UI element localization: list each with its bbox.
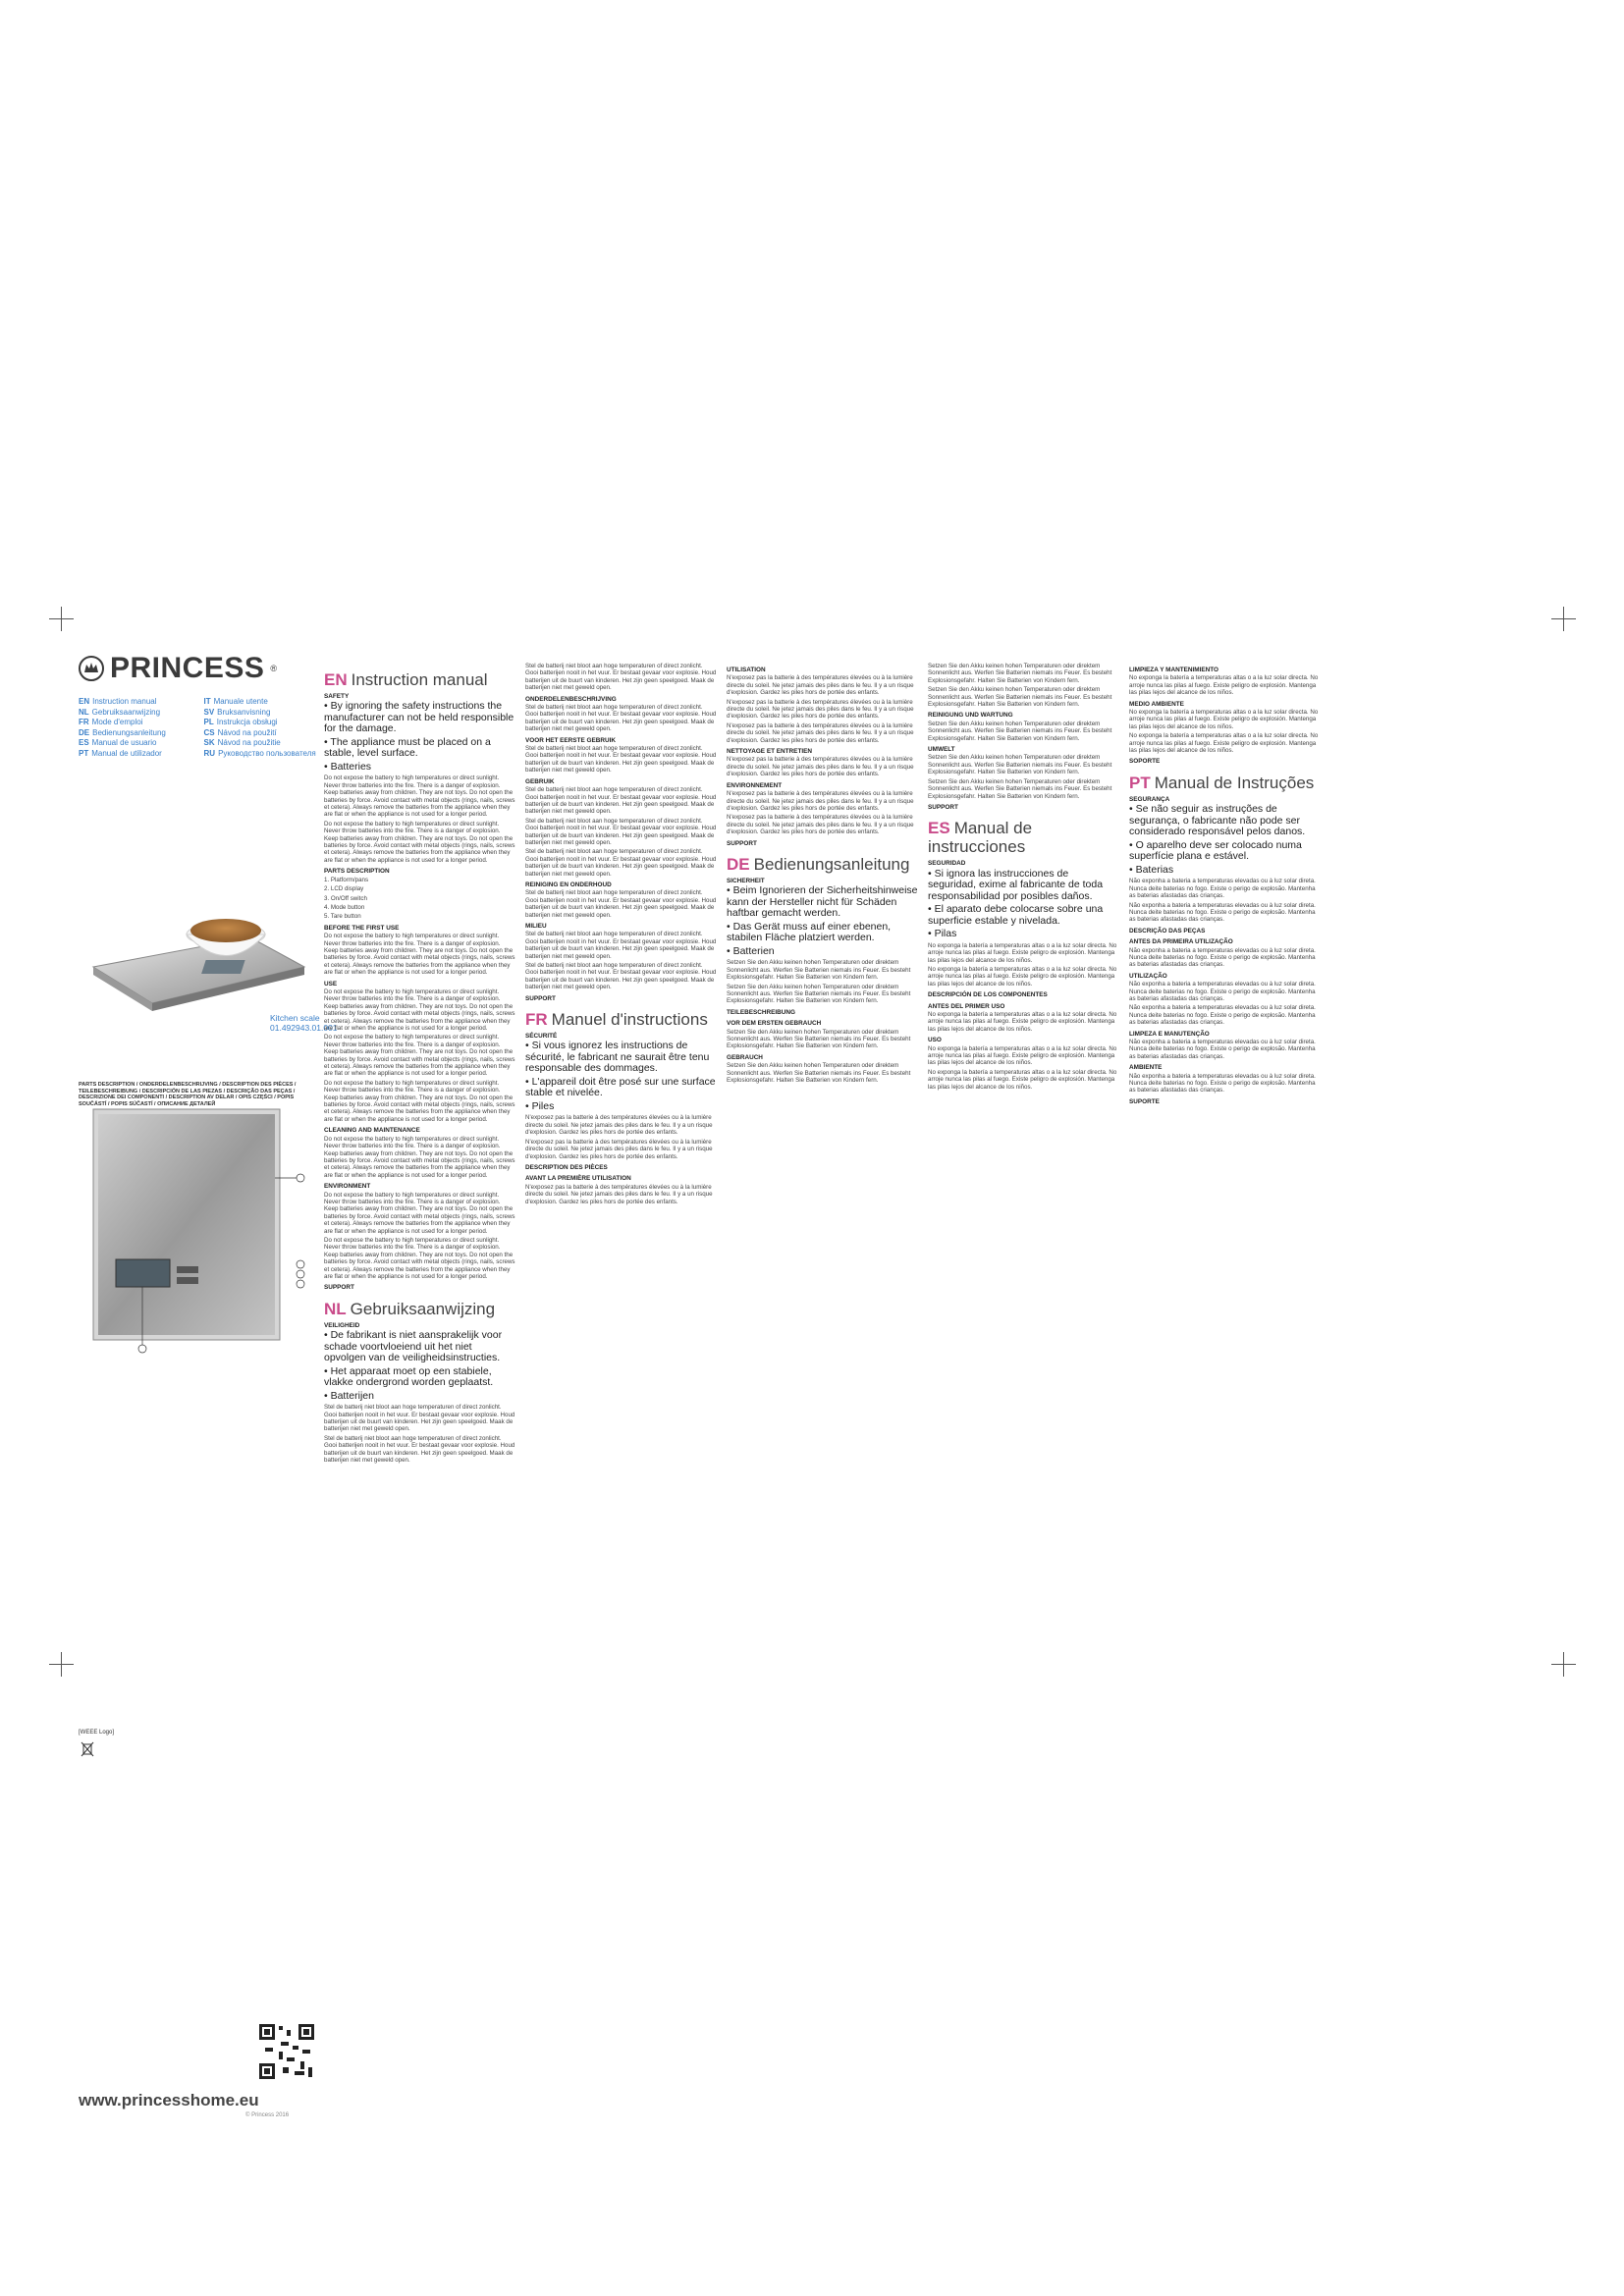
parts-item: 1. Platform/pans (324, 876, 369, 883)
crop-mark (1563, 1652, 1564, 1677)
body-text: Não exponha a bateria a temperaturas elevadas ou à luz solar direta. Nunca deite baterias no fogo. Existe o perigo de explosão. Mantenha as baterias afastadas das crianças. (1129, 1039, 1316, 1060)
body-text: N'exposez pas la batterie à des températures élevées ou à la lumière directe du soleil. Ne jetez jamais des piles dans le feu. Il y a un risque d'explosion. Gardez les piles hors de portée des enfants. (727, 790, 914, 812)
safety-bullet: • The appliance must be placed on a stable, level surface. (324, 735, 491, 760)
crown-logo-icon (79, 656, 104, 681)
column-es-pt (1129, 663, 1321, 1106)
body-text: N'exposez pas la batterie à des températures élevées ou à la lumière directe du soleil. Ne jetez jamais des piles dans le feu. Il y a un risque d'explosion. Gardez les piles hors de portée des enfants. (727, 814, 914, 836)
language-item: SV Bruksanvisning (203, 707, 271, 717)
language-item: CS Návod na použití (203, 727, 277, 737)
subheading: TEILEBESCHREIBUNG (727, 1008, 795, 1016)
safety-bullet: • Het apparaat moet op een stabiele, vlakke ondergrond worden geplaatst. (324, 1364, 494, 1389)
subheading: DESCRIPCIÓN DE LOS COMPONENTES (928, 991, 1048, 999)
subheading: VOR DEM ERSTEN GEBRAUCH (727, 1020, 822, 1028)
body-text: Não exponha a bateria a temperaturas elevadas ou à luz solar direta. Nunca deite baterias no fogo. Existe o perigo de explosão. Mantenha as baterias afastadas das crianças. (1129, 1004, 1316, 1027)
body-text: No exponga la batería a temperaturas altas o a la luz solar directa. No arroje nunca las pilas al fuego. Existe peligro de explosión. Mantenga las pilas lejos del alcance de los niños. (928, 1068, 1117, 1091)
subheading: SUPPORT (525, 994, 556, 1002)
subheading: GEBRAUCH (727, 1053, 763, 1061)
subheading: ONDERDELENBESCHRIJVING (525, 695, 617, 703)
crop-mark (61, 1652, 62, 1677)
body-text: No exponga la batería a temperaturas altas o a la luz solar directa. No arroje nunca las pilas al fuego. Existe peligro de explosión. Mantenga las pilas lejos del alcance de los niños. (1129, 732, 1319, 755)
safety-bullet: • Si ignora las instrucciones de seguridad, exime al fabricante de toda responsabilidad por posibles daños. (928, 867, 1104, 902)
body-text: Stel de batterij niet bloot aan hoge temperaturen of direct zonlicht. Gooi batterijen nooit in het vuur. Er bestaat gevaar voor explosie. Houd batterijen uit de buurt van kinderen. Het zijn geen speelgoed. Maak de batterijen niet met geweld open. (525, 962, 717, 991)
subheading: AMBIENTE (1129, 1064, 1163, 1072)
subheading: SUPORTE (1129, 1097, 1160, 1105)
parts-item: 3. On/Off switch (324, 894, 367, 902)
section-heading-de: DE Bedienungsanleitung (727, 854, 910, 874)
subheading: UTILISATION (727, 667, 766, 673)
safety-bullet: • Batterien (727, 944, 775, 957)
safety-bullet: • Pilas (928, 928, 957, 940)
safety-bullet: • Beim Ignorieren der Sicherheitshinweise kann der Hersteller nicht für Schäden haftbar gemacht werden. (727, 884, 918, 920)
subheading: SUPPORT (727, 839, 757, 847)
body-text: N'exposez pas la batterie à des températures élevées ou à la lumière directe du soleil. Ne jetez jamais des piles dans le feu. Il y a un risque d'explosion. Gardez les piles hors de portée des enfants. (727, 674, 914, 697)
body-text: Stel de batterij niet bloot aan hoge temperaturen of direct zonlicht. Gooi batterijen nooit in het vuur. Er bestaat gevaar voor explosie. Houd batterijen uit de buurt van kinderen. Het zijn geen speelgoed. Maak de batterijen niet met geweld open. (525, 663, 717, 692)
body-text: N'exposez pas la batterie à des températures élevées ou à la lumière directe du soleil. Ne jetez jamais des piles dans le feu. Il y a un risque d'explosion. Gardez les piles hors de portée des enfants. (727, 698, 914, 721)
body-text: Stel de batterij niet bloot aan hoge temperaturen of direct zonlicht. Gooi batterijen nooit in het vuur. Er bestaat gevaar voor explosie. Houd batterijen uit de buurt van kinderen. Het zijn geen speelgoed. Maak de batterijen niet met geweld open. (525, 786, 717, 816)
subheading: AVANT LA PREMIÈRE UTILISATION (525, 1175, 631, 1183)
subheading: SÉCURITÉ (525, 1033, 558, 1041)
body-text: Do not expose the battery to high temperatures or direct sunlight. Never throw batteries into the fire. There is a danger of explosion. Keep batteries away from children. They are not toys. Do not open the batteries by force. Avoid contact with metal objects (rings, nails, screws et cetera). Always remove the batteries from the appliance when they are flat or when the appliance is not used for a longer period. (324, 1034, 515, 1078)
body-text: Setzen Sie den Akku keinen hohen Temperaturen oder direktem Sonnenlicht aus. Werfen Sie Batterien niemals ins Feuer. Es besteht Explosionsgefahr. Halten Sie Batterien von Kindern fern. (928, 754, 1112, 776)
safety-bullet: • Si vous ignorez les instructions de sécurité, le fabricant ne saurait être tenu responsable des dommages. (525, 1040, 710, 1075)
body-text: Não exponha a bateria a temperaturas elevadas ou à luz solar direta. Nunca deite baterias no fogo. Existe o perigo de explosão. Mantenha as baterias afastadas das crianças. (1129, 901, 1316, 924)
crossed-bin-icon (81, 1741, 94, 1757)
safety-bullet: • De fabrikant is niet aansprakelijk voor schade voortvloeiend uit het niet opvolgen van de veiligheidsinstructies. (324, 1329, 503, 1364)
body-text: Setzen Sie den Akku keinen hohen Temperaturen oder direktem Sonnenlicht aus. Werfen Sie Batterien niemals ins Feuer. Es besteht Explosionsgefahr. Halten Sie Batterien von Kindern fern. (928, 686, 1112, 709)
subheading: USE (324, 980, 338, 988)
subheading: SEGURIDAD (928, 860, 966, 868)
subheading: MILIEU (525, 923, 547, 930)
subheading: REINIGING EN ONDERHOUD (525, 881, 612, 888)
language-item: FR Mode d'emploi (79, 718, 143, 727)
body-text: Setzen Sie den Akku keinen hohen Temperaturen oder direktem Sonnenlicht aus. Werfen Sie Batterien niemals ins Feuer. Es besteht Explosionsgefahr. Halten Sie Batterien von Kindern fern. (928, 663, 1112, 684)
body-text: Stel de batterij niet bloot aan hoge temperaturen of direct zonlicht. Gooi batterijen nooit in het vuur. Er bestaat gevaar voor explosie. Houd batterijen uit de buurt van kinderen. Het zijn geen speelgoed. Maak de batterijen niet met geweld open. (525, 745, 717, 774)
body-text: Setzen Sie den Akku keinen hohen Temperaturen oder direktem Sonnenlicht aus. Werfen Sie Batterien niemals ins Feuer. Es besteht Explosionsgefahr. Halten Sie Batterien von Kindern fern. (928, 777, 1112, 800)
subheading: LIMPEZA E MANUTENÇÃO (1129, 1030, 1210, 1038)
language-item: DE Bedienungsanleitung (79, 727, 166, 737)
body-text: N'exposez pas la batterie à des températures élevées ou à la lumière directe du soleil. Ne jetez jamais des piles dans le feu. Il y a un risque d'explosion. Gardez les piles hors de portée des enfants. (525, 1183, 713, 1205)
language-item: PL Instrukcja obsługi (203, 718, 278, 727)
subheading: MEDIO AMBIENTE (1129, 700, 1184, 708)
copyright: © Princess 2016 (245, 2112, 290, 2118)
scale-diagram (79, 1104, 319, 1355)
parts-item: 4. Mode button (324, 903, 365, 911)
subheading: PARTS DESCRIPTION (324, 868, 390, 876)
column-en-nl (324, 663, 515, 1466)
product-name: Kitchen scale (270, 1013, 320, 1023)
subheading: REINIGUNG UND WARTUNG (928, 712, 1013, 720)
body-text: Setzen Sie den Akku keinen hohen Temperaturen oder direktem Sonnenlicht aus. Werfen Sie Batterien niemals ins Feuer. Es besteht Explosionsgefahr. Halten Sie Batterien von Kindern fern. (727, 1028, 911, 1050)
body-text: No exponga la batería a temperaturas altas o a la luz solar directa. No arroje nunca las pilas al fuego. Existe peligro de explosión. Mantenga las pilas lejos del alcance de los niños. (1129, 709, 1319, 730)
column-fr-de (727, 663, 918, 1086)
product-model: 01.492943.01.001 (270, 1023, 338, 1033)
brand-header (79, 652, 277, 685)
body-text: Stel de batterij niet bloot aan hoge temperaturen of direct zonlicht. Gooi batterijen nooit in het vuur. Er bestaat gevaar voor explosie. Houd batterijen uit de buurt van kinderen. Het zijn geen speelgoed. Maak de batterijen niet met geweld open. (525, 817, 717, 846)
weee-label: [WEEE Logo] (79, 1730, 115, 1735)
registered-mark: ® (270, 664, 278, 673)
body-text: Não exponha a bateria a temperaturas elevadas ou à luz solar direta. Nunca deite baterias no fogo. Existe o perigo de explosão. Mantenha as baterias afastadas das crianças. (1129, 981, 1316, 1002)
body-text: N'exposez pas la batterie à des températures élevées ou à la lumière directe du soleil. Ne jetez jamais des piles dans le feu. Il y a un risque d'explosion. Gardez les piles hors de portée des enfants. (525, 1114, 713, 1137)
body-text: N'exposez pas la batterie à des températures élevées ou à la lumière directe du soleil. Ne jetez jamais des piles dans le feu. Il y a un risque d'explosion. Gardez les piles hors de portée des enfants. (525, 1138, 713, 1160)
section-heading-es: ES Manual de instrucciones (928, 819, 1033, 857)
safety-bullet: • Baterias (1129, 863, 1174, 876)
subheading: SUPPORT (928, 803, 958, 811)
subheading: SICHERHEIT (727, 877, 765, 884)
body-text: No exponga la batería a temperaturas altas o a la luz solar directa. No arroje nunca las pilas al fuego. Existe peligro de explosión. Mantenga las pilas lejos del alcance de los niños. (928, 1010, 1117, 1033)
section-heading-fr: FR Manuel d'instructions (525, 1010, 708, 1030)
crop-mark (1563, 607, 1564, 631)
subheading: SOPORTE (1129, 758, 1161, 766)
section-heading-nl: NL Gebruiksaanwijzing (324, 1299, 496, 1318)
subheading: UTILIZAÇÃO (1129, 972, 1167, 980)
safety-bullet: • By ignoring the safety instructions the manufacturer can not be held responsible for the damage. (324, 700, 514, 735)
body-text: Do not expose the battery to high temperatures or direct sunlight. Never throw batteries into the fire. There is a danger of explosion. Keep batteries away from children. They are not toys. Do not open the batteries by force. Avoid contact with metal objects (rings, nails, screws et cetera). Always remove the batteries from the appliance when they are flat or when the appliance is not used for a longer period. (324, 988, 515, 1032)
body-text: Não exponha a bateria a temperaturas elevadas ou à luz solar direta. Nunca deite baterias no fogo. Existe o perigo de explosão. Mantenha as baterias afastadas das crianças. (1129, 1072, 1316, 1095)
safety-bullet: • L'appareil doit être posé sur une surface stable et nivelée. (525, 1075, 716, 1099)
body-text: Stel de batterij niet bloot aan hoge temperaturen of direct zonlicht. Gooi batterijen nooit in het vuur. Er bestaat gevaar voor explosie. Houd batterijen uit de buurt van kinderen. Het zijn geen speelgoed. Maak de batterijen niet met geweld open. (525, 704, 717, 733)
body-text: No exponga la batería a temperaturas altas o a la luz solar directa. No arroje nunca las pilas al fuego. Existe peligro de explosión. Mantenga las pilas lejos del alcance de los niños. (1129, 674, 1319, 697)
parts-item: 2. LCD display (324, 885, 364, 893)
language-item: EN Instruction manual (79, 697, 157, 706)
body-text: Setzen Sie den Akku keinen hohen Temperaturen oder direktem Sonnenlicht aus. Werfen Sie Batterien niemals ins Feuer. Es besteht Explosionsgefahr. Halten Sie Batterien von Kindern fern. (727, 983, 911, 1005)
body-text: Setzen Sie den Akku keinen hohen Temperaturen oder direktem Sonnenlicht aus. Werfen Sie Batterien niemals ins Feuer. Es besteht Explosionsgefahr. Halten Sie Batterien von Kindern fern. (727, 1062, 911, 1085)
language-item: RU Руководство пользователя (203, 748, 316, 758)
body-text: Do not expose the battery to high temperatures or direct sunlight. Never throw batteries into the fire. There is a danger of explosion. Keep batteries away from children. They are not toys. Do not open the batteries by force. Avoid contact with metal objects (rings, nails, screws et cetera). Always remove the batteries from the appliance when they are flat or when the appliance is not used for a longer period. (324, 820, 515, 864)
language-item: SK Návod na použitie (203, 738, 281, 748)
body-text: Stel de batterij niet bloot aan hoge temperaturen of direct zonlicht. Gooi batterijen nooit in het vuur. Er bestaat gevaar voor explosie. Houd batterijen uit de buurt van kinderen. Het zijn geen speelgoed. Maak de batterijen niet met geweld open. (525, 931, 717, 960)
subheading: VEILIGHEID (324, 1321, 360, 1329)
subheading: ANTES DEL PRIMER USO (928, 1002, 1005, 1010)
body-text: Do not expose the battery to high temperatures or direct sunlight. Never throw batteries into the fire. There is a danger of explosion. Keep batteries away from children. They are not toys. Do not open the batteries by force. Avoid contact with metal objects (rings, nails, screws et cetera). Always remove the batteries from the appliance when they are flat or when the appliance is not used for a longer period. (324, 933, 515, 977)
body-text: N'exposez pas la batterie à des températures élevées ou à la lumière directe du soleil. Ne jetez jamais des piles dans le feu. Il y a un risque d'explosion. Gardez les piles hors de portée des enfants. (727, 756, 914, 778)
body-text: N'exposez pas la batterie à des températures élevées ou à la lumière directe du soleil. Ne jetez jamais des piles dans le feu. Il y a un risque d'explosion. Gardez les piles hors de portée des enfants. (727, 721, 914, 744)
safety-bullet: • Batterijen (324, 1389, 374, 1402)
language-item: PT Manual de utilizador (79, 748, 162, 758)
subheading: CLEANING AND MAINTENANCE (324, 1127, 420, 1135)
body-text: Não exponha a bateria a temperaturas elevadas ou à luz solar direta. Nunca deite baterias no fogo. Existe o perigo de explosão. Mantenha as baterias afastadas das crianças. (1129, 878, 1316, 900)
subheading: VOOR HET EERSTE GEBRUIK (525, 736, 616, 744)
product-scale-image (83, 883, 319, 1021)
subheading: ENVIRONNEMENT (727, 781, 783, 789)
safety-bullet: • O aparelho deve ser colocado numa superfície plana e estável. (1129, 838, 1302, 863)
safety-bullet: • Batteries (324, 760, 372, 773)
subheading: ANTES DA PRIMEIRA UTILIZAÇÃO (1129, 938, 1233, 946)
qr-code-icon (257, 2022, 316, 2081)
column-de-es (928, 663, 1119, 1093)
parts-caption: PARTS DESCRIPTION / ONDERDELENBESCHRIJVING / DESCRIPTION DES PIÈCES / TEILEBESCHREIBUNG / DESCRIPCIÓN DE LAS PIEZAS / DESCRIÇÃO DAS PEÇAS / DESCRIZIONE DEI COMPONENTI / DESCRIPTION AV DELAR / OPIS CZĘŚCI / POPIS SOUČÁSTÍ / POPIS SÚČASTÍ / ОПИСАНИЕ ДЕТАЛЕЙ (79, 1082, 297, 1107)
body-text: Setzen Sie den Akku keinen hohen Temperaturen oder direktem Sonnenlicht aus. Werfen Sie Batterien niemals ins Feuer. Es besteht Explosionsgefahr. Halten Sie Batterien von Kindern fern. (928, 720, 1112, 742)
crop-mark (61, 607, 62, 631)
subheading: NETTOYAGE ET ENTRETIEN (727, 748, 812, 756)
subheading: SEGURANÇA (1129, 795, 1170, 803)
subheading: BEFORE THE FIRST USE (324, 924, 400, 932)
language-item: NL Gebruiksaanwijzing (79, 707, 161, 717)
body-text: No exponga la batería a temperaturas altas o a la luz solar directa. No arroje nunca las pilas al fuego. Existe peligro de explosión. Mantenga las pilas lejos del alcance de los niños. (928, 1044, 1117, 1067)
language-item: IT Manuale utente (203, 697, 268, 706)
subheading: SUPPORT (324, 1284, 354, 1292)
safety-bullet: • Piles (525, 1099, 555, 1112)
body-text: Stel de batterij niet bloot aan hoge temperaturen of direct zonlicht. Gooi batterijen nooit in het vuur. Er bestaat gevaar voor explosie. Houd batterijen uit de buurt van kinderen. Het zijn geen speelgoed. Maak de batterijen niet met geweld open. (525, 889, 717, 919)
subheading: GEBRUIK (525, 777, 555, 785)
brand-name: PRINCESS (110, 652, 265, 684)
body-text: No exponga la batería a temperaturas altas o a la luz solar directa. No arroje nunca las pilas al fuego. Existe peligro de explosión. Mantenga las pilas lejos del alcance de los niños. (928, 941, 1117, 964)
body-text: Stel de batterij niet bloot aan hoge temperaturen of direct zonlicht. Gooi batterijen nooit in het vuur. Er bestaat gevaar voor explosie. Houd batterijen uit de buurt van kinderen. Het zijn geen speelgoed. Maak de batterijen niet met geweld open. (324, 1404, 515, 1433)
safety-bullet: • El aparato debe colocarse sobre una superficie estable y nivelada. (928, 903, 1104, 927)
body-text: No exponga la batería a temperaturas altas o a la luz solar directa. No arroje nunca las pilas al fuego. Existe peligro de explosión. Mantenga las pilas lejos del alcance de los niños. (928, 965, 1117, 988)
body-text: Do not expose the battery to high temperatures or direct sunlight. Never throw batteries into the fire. There is a danger of explosion. Keep batteries away from children. They are not toys. Do not open the batteries by force. Avoid contact with metal objects (rings, nails, screws et cetera). Always remove the batteries from the appliance when they are flat or when the appliance is not used for a longer period. (324, 1135, 515, 1179)
body-text: Stel de batterij niet bloot aan hoge temperaturen of direct zonlicht. Gooi batterijen nooit in het vuur. Er bestaat gevaar voor explosie. Houd batterijen uit de buurt van kinderen. Het zijn geen speelgoed. Maak de batterijen niet met geweld open. (324, 1434, 515, 1465)
column-nl-fr (525, 663, 717, 1207)
language-item: ES Manual de usuario (79, 738, 157, 748)
safety-bullet: • Se não seguir as instruções de segurança, o fabricante não pode ser considerado responsável pelos danos. (1129, 803, 1306, 838)
subheading: USO (928, 1037, 942, 1044)
subheading: UMWELT (928, 746, 955, 754)
body-text: Do not expose the battery to high temperatures or direct sunlight. Never throw batteries into the fire. There is a danger of explosion. Keep batteries away from children. They are not toys. Do not open the batteries by force. Avoid contact with metal objects (rings, nails, screws et cetera). Always remove the batteries from the appliance when they are flat or when the appliance is not used for a longer period. (324, 1079, 515, 1123)
subheading: ENVIRONMENT (324, 1183, 371, 1191)
website-link[interactable]: www.princesshome.eu (79, 2091, 259, 2109)
body-text: Do not expose the battery to high temperatures or direct sunlight. Never throw batteries into the fire. There is a danger of explosion. Keep batteries away from children. They are not toys. Do not open the batteries by force. Avoid contact with metal objects (rings, nails, screws et cetera). Always remove the batteries from the appliance when they are flat or when the appliance is not used for a longer period. (324, 1191, 515, 1235)
safety-bullet: • Das Gerät muss auf einer ebenen, stabilen Fläche platziert werden. (727, 920, 892, 944)
subheading: DESCRIÇÃO DAS PEÇAS (1129, 927, 1206, 934)
subheading: DESCRIPTION DES PIÈCES (525, 1163, 608, 1171)
parts-item: 5. Tare button (324, 913, 361, 921)
body-text: Setzen Sie den Akku keinen hohen Temperaturen oder direktem Sonnenlicht aus. Werfen Sie Batterien niemals ins Feuer. Es besteht Explosionsgefahr. Halten Sie Batterien von Kindern fern. (727, 959, 911, 982)
section-heading-pt: PT Manual de Instruções (1129, 773, 1315, 792)
body-text: Stel de batterij niet bloot aan hoge temperaturen of direct zonlicht. Gooi batterijen nooit in het vuur. Er bestaat gevaar voor explosie. Houd batterijen uit de buurt van kinderen. Het zijn geen speelgoed. Maak de batterijen niet met geweld open. (525, 848, 717, 878)
section-heading-en: EN Instruction manual (324, 670, 488, 689)
subheading: SAFETY (324, 693, 350, 700)
body-text: Do not expose the battery to high temperatures or direct sunlight. Never throw batteries into the fire. There is a danger of explosion. Keep batteries away from children. They are not toys. Do not open the batteries by force. Avoid contact with metal objects (rings, nails, screws et cetera). Always remove the batteries from the appliance when they are flat or when the appliance is not used for a longer period. (324, 1236, 515, 1280)
body-text: Não exponha a bateria a temperaturas elevadas ou à luz solar direta. Nunca deite baterias no fogo. Existe o perigo de explosão. Mantenha as baterias afastadas das crianças. (1129, 946, 1316, 969)
body-text: Do not expose the battery to high temperatures or direct sunlight. Never throw batteries into the fire. There is a danger of explosion. Keep batteries away from children. They are not toys. Do not open the batteries by force. Avoid contact with metal objects (rings, nails, screws et cetera). Always remove the batteries from the appliance when they are flat or when the appliance is not used for a longer period. (324, 774, 515, 819)
language-list (79, 697, 319, 760)
subheading: LIMPIEZA Y MANTENIMIENTO (1129, 667, 1219, 673)
